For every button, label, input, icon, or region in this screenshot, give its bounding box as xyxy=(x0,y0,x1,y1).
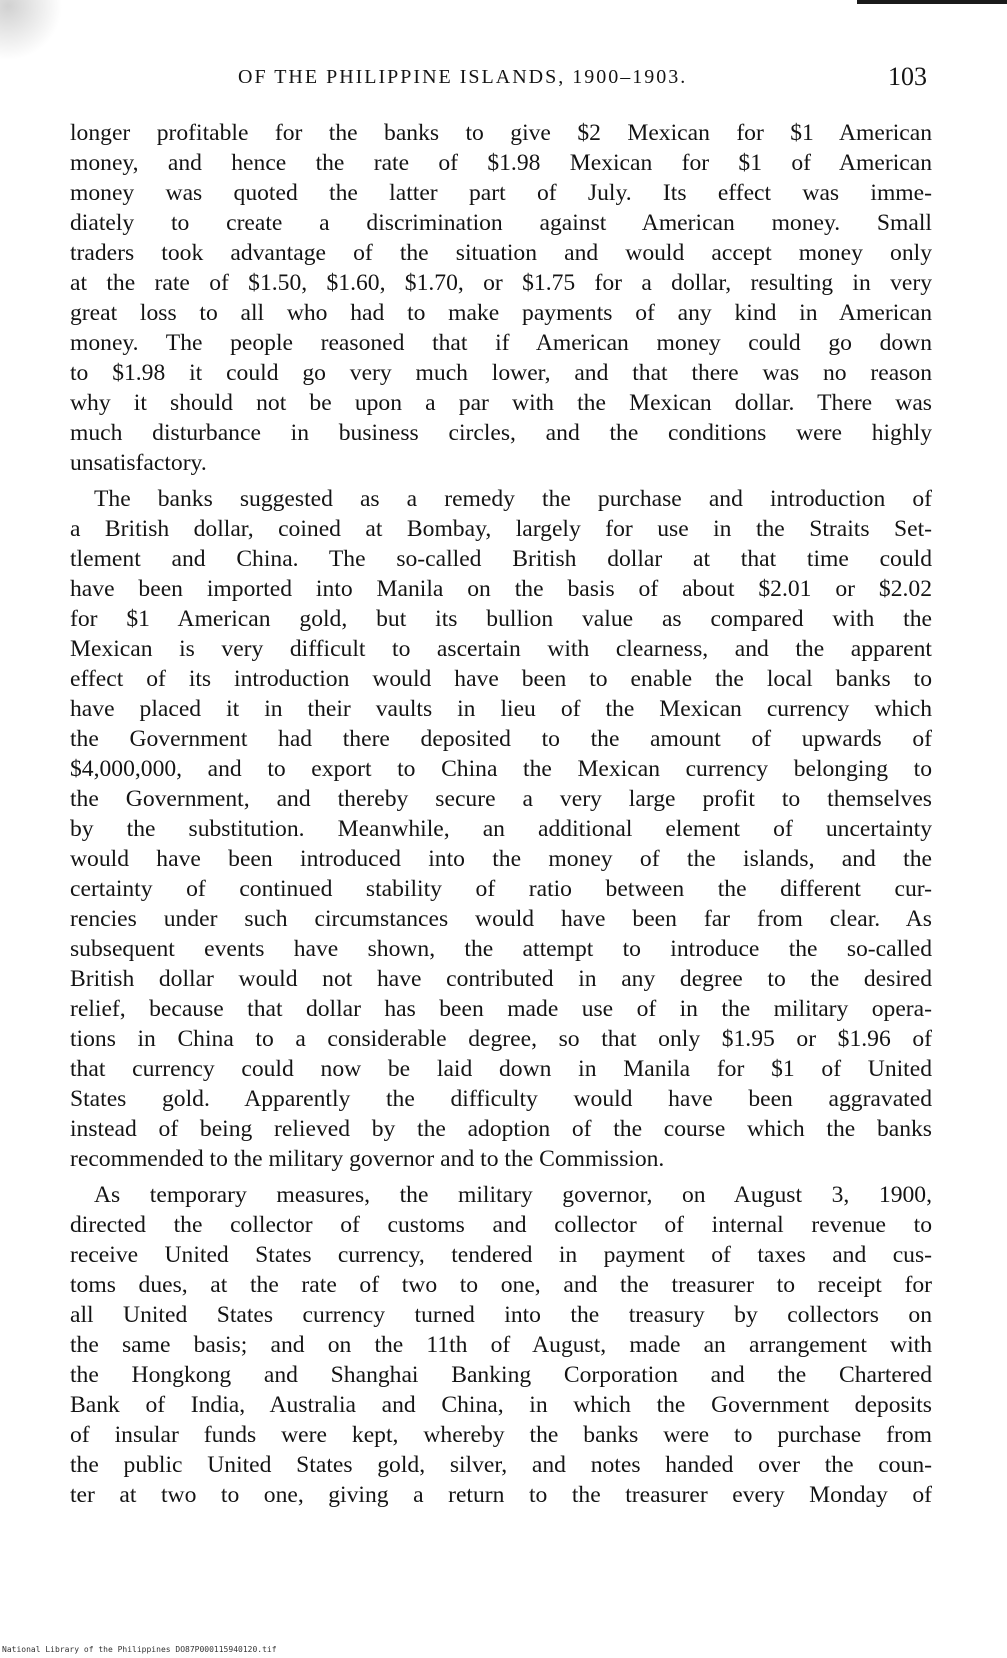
text-line: money was quoted the latter part of July. Its effect was imme- xyxy=(70,180,932,206)
text-line: the public United States gold, silver, and notes handed over the coun- xyxy=(70,1452,932,1478)
text-line: great loss to all who had to make payments of any kind in American xyxy=(70,300,932,326)
text-line: that currency could now be laid down in Manila for $1 of United xyxy=(70,1056,932,1082)
text-line: directed the collector of customs and collector of internal revenue to xyxy=(70,1212,932,1238)
text-line: $4,000,000, and to export to China the Mexican currency belonging to xyxy=(70,756,932,782)
text-line: Bank of India, Australia and China, in which the Government deposits xyxy=(70,1392,932,1418)
running-title: OF THE PHILIPPINE ISLANDS, 1900–1903. xyxy=(238,66,688,88)
paragraph xyxy=(70,118,932,478)
text-line: tions in China to a considerable degree, so that only $1.95 or $1.96 of xyxy=(70,1026,932,1052)
scan-footer: National Library of the Philippines DO87P000115940120.tif xyxy=(2,1645,277,1654)
page-number: 103 xyxy=(888,62,927,91)
text-line: why it should not be upon a par with the Mexican dollar. There was xyxy=(70,390,932,416)
text-line: ter at two to one, giving a return to the treasurer every Monday of xyxy=(70,1482,932,1508)
text-line: to $1.98 it could go very much lower, and that there was no reason xyxy=(70,360,932,386)
text-line: As temporary measures, the military governor, on August 3, 1900, xyxy=(94,1182,932,1208)
text-line: the Government, and thereby secure a very large profit to themselves xyxy=(70,786,932,812)
text-line: relief, because that dollar has been made use of in the military opera- xyxy=(70,996,932,1022)
text-line: effect of its introduction would have been to enable the local banks to xyxy=(70,666,932,692)
paragraph xyxy=(70,1180,932,1510)
text-line: a British dollar, coined at Bombay, largely for use in the Straits Set- xyxy=(70,516,932,542)
text-line: receive United States currency, tendered in payment of taxes and cus- xyxy=(70,1242,932,1268)
text-line: recommended to the military governor and to the Commission. xyxy=(70,1146,665,1172)
text-line: Mexican is very difficult to ascertain with clearness, and the apparent xyxy=(70,636,932,662)
text-line: unsatisfactory. xyxy=(70,450,207,476)
text-line: British dollar would not have contributed in any degree to the desired xyxy=(70,966,932,992)
text-line: money. The people reasoned that if American money could go down xyxy=(70,330,932,356)
text-line: the Hongkong and Shanghai Banking Corporation and the Chartered xyxy=(70,1362,932,1388)
text-line: much disturbance in business circles, and the conditions were highly xyxy=(70,420,932,446)
text-line: tlement and China. The so-called British dollar at that time could xyxy=(70,546,932,572)
text-line: the same basis; and on the 11th of August, made an arrangement with xyxy=(70,1332,932,1358)
text-line: have placed it in their vaults in lieu of the Mexican currency which xyxy=(70,696,932,722)
text-line: for $1 American gold, but its bullion value as compared with the xyxy=(70,606,932,632)
text-line: the Government had there deposited to the amount of upwards of xyxy=(70,726,932,752)
text-line: by the substitution. Meanwhile, an additional element of uncertainty xyxy=(70,816,932,842)
text-line: The banks suggested as a remedy the purchase and introduction of xyxy=(94,486,932,512)
text-line: longer profitable for the banks to give $2 Mexican for $1 American xyxy=(70,120,932,146)
text-line: traders took advantage of the situation and would accept money only xyxy=(70,240,932,266)
text-line: diately to create a discrimination against American money. Small xyxy=(70,210,932,236)
body-text xyxy=(70,118,932,1510)
text-line: instead of being relieved by the adoption of the course which the banks xyxy=(70,1116,932,1142)
text-line: of insular funds were kept, whereby the banks were to purchase from xyxy=(70,1422,932,1448)
text-line: rencies under such circumstances would have been far from clear. As xyxy=(70,906,932,932)
text-line: States gold. Apparently the difficulty would have been aggravated xyxy=(70,1086,932,1112)
text-line: would have been introduced into the money of the islands, and the xyxy=(70,846,932,872)
text-line: at the rate of $1.50, $1.60, $1.70, or $1.75 for a dollar, resulting in very xyxy=(70,270,932,296)
text-line: all United States currency turned into the treasury by collectors on xyxy=(70,1302,932,1328)
text-line: have been imported into Manila on the basis of about $2.01 or $2.02 xyxy=(70,576,932,602)
text-line: certainty of continued stability of ratio between the different cur- xyxy=(70,876,932,902)
paragraph xyxy=(70,484,932,1174)
text-line: subsequent events have shown, the attempt to introduce the so-called xyxy=(70,936,932,962)
scan-artifact xyxy=(0,0,80,60)
text-line: toms dues, at the rate of two to one, and the treasurer to receipt for xyxy=(70,1272,932,1298)
text-line: money, and hence the rate of $1.98 Mexican for $1 of American xyxy=(70,150,932,176)
top-edge-mark xyxy=(857,0,1007,4)
running-header xyxy=(0,62,1007,96)
